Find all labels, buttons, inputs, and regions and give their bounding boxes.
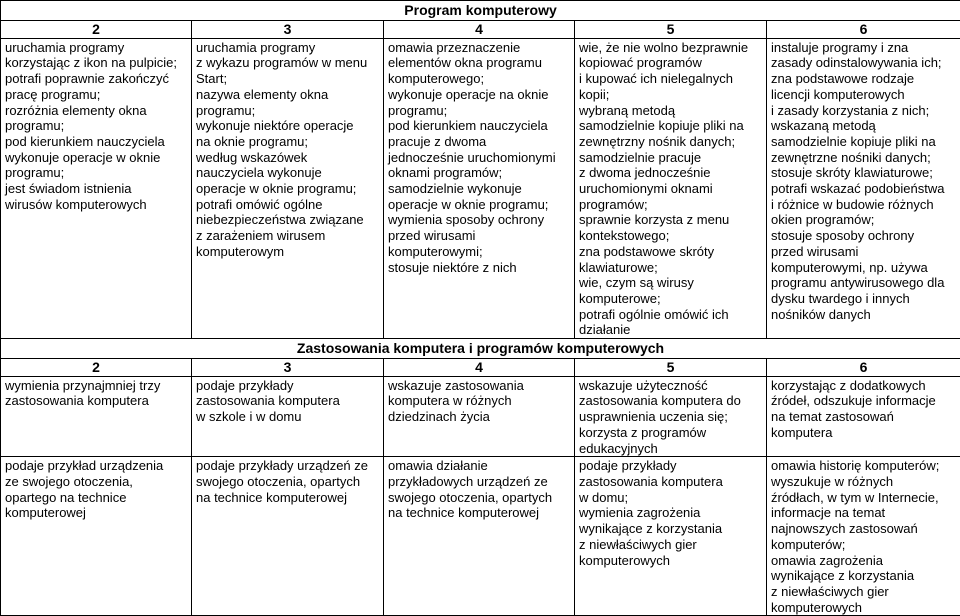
section2-row1-grade-6: korzystając z dodatkowych źródeł, odszukuje informacje na temat zastosowań komputera: [767, 376, 960, 457]
section1-title-row: [1, 1, 960, 21]
section1-cell-grade-4: omawia przeznaczenie elementów okna programu komputerowego; wykonuje operacje na oknie programu; pod kierunkiem nauczyciela pracuje z dwoma jednocześnie uruchomionymi oknami programów; samodzielnie wykonuje operacje w oknie programu; wymienia sposoby ochrony przed wirusami komputerowymi; stosuje niektóre z nich: [384, 38, 575, 338]
section1-title: Program komputerowy: [1, 1, 960, 21]
section1-cell-grade-5: wie, że nie wolno bezprawnie kopiować programów i kupować ich nielegalnych kopii; wybraną metodą samodzielnie kopiuje pliki na zewnętrzny nośnik danych; samodzielnie pracuje z dwoma jednocześnie uruchomionymi oknami programów; sprawnie korzysta z menu kontekstowego; zna podstawowe skróty klawiaturowe; wie, czym są wirusy komputerowe; potrafi ogólnie omówić ich działanie: [575, 38, 767, 338]
section1-cell-grade-6: instaluje programy i zna zasady odinstalowywania ich; zna podstawowe rodzaje licencji komputerowych i zasady korzystania z nich; wskazaną metodą samodzielnie kopiuje pliki na zewnętrzne nośniki danych; stosuje skróty klawiaturowe; potrafi wskazać podobieństwa i różnice w budowie różnych okien programów; stosuje sposoby ochrony przed wirusami komputerowymi, np. używa programu antywirusowego dla dysku twardego i innych nośników danych: [767, 38, 960, 338]
section2-grade-row: [1, 358, 960, 376]
section2-row-2: [1, 457, 960, 616]
section2-grade-3: 3: [192, 358, 384, 376]
section2-row2-grade-2: podaje przykład urządzenia ze swojego otoczenia, opartego na technice komputerowej: [1, 457, 192, 616]
section2-row1-grade-3: podaje przykłady zastosowania komputera w szkole i w domu: [192, 376, 384, 457]
section2-row2-grade-5: podaje przykłady zastosowania komputera w domu; wymienia zagrożenia wynikające z korzystania z niewłaściwych gier komputerowych: [575, 457, 767, 616]
section2-row-1: [1, 376, 960, 457]
section2-row2-grade-6: omawia historię komputerów; wyszukuje w różnych źródłach, w tym w Internecie, informacje na temat najnowszych zastosowań komputerów; omawia zagrożenia wynikające z korzystania z niewłaściwych gier komputerowych: [767, 457, 960, 616]
section1-grade-2: 2: [1, 20, 192, 38]
section2-title-row: [1, 339, 960, 359]
section2-row2-grade-4: omawia działanie przykładowych urządzeń ze swojego otoczenia, opartych na technice komputerowej: [384, 457, 575, 616]
section2-row2-grade-3: podaje przykłady urządzeń ze swojego otoczenia, opartych na technice komputerowej: [192, 457, 384, 616]
section2-row1-grade-2: wymienia przynajmniej trzy zastosowania komputera: [1, 376, 192, 457]
section2-grade-4: 4: [384, 358, 575, 376]
section1-cell-grade-2: uruchamia programy korzystając z ikon na pulpicie; potrafi poprawnie zakończyć pracę programu; rozróżnia elementy okna programu; pod kierunkiem nauczyciela wykonuje operacje w oknie programu; jest świadom istnienia wirusów komputerowych: [1, 38, 192, 338]
section1-grade-4: 4: [384, 20, 575, 38]
section1-grade-6: 6: [767, 20, 960, 38]
section1-cell-grade-3: uruchamia programy z wykazu programów w menu Start; nazywa elementy okna programu; wykonuje niektóre operacje na oknie programu; według wskazówek nauczyciela wykonuje operacje w oknie programu; potrafi omówić ogólne niebezpieczeństwa związane z zarażeniem wirusem komputerowym: [192, 38, 384, 338]
section2-grade-6: 6: [767, 358, 960, 376]
section2-row1-grade-5: wskazuje użyteczność zastosowania komputera do usprawnienia uczenia się; korzysta z programów edukacyjnych: [575, 376, 767, 457]
section1-grade-3: 3: [192, 20, 384, 38]
section1-grade-5: 5: [575, 20, 767, 38]
section2-grade-5: 5: [575, 358, 767, 376]
section1-content-row: [1, 38, 960, 338]
section1-grade-row: [1, 20, 960, 38]
section2-title: Zastosowania komputera i programów komputerowych: [1, 339, 960, 359]
section2-grade-2: 2: [1, 358, 192, 376]
section2-row1-grade-4: wskazuje zastosowania komputera w różnych dziedzinach życia: [384, 376, 575, 457]
